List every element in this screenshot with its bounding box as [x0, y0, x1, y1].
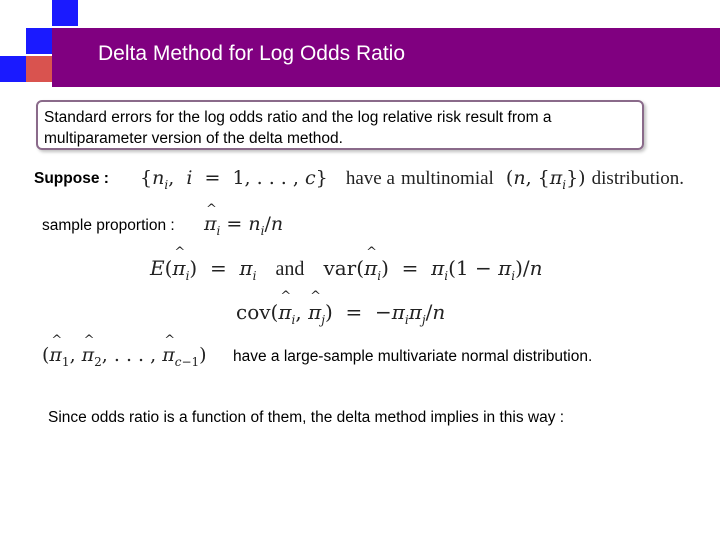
decor-square-blue — [26, 28, 52, 54]
formula-sample-proportion: ^ $\pi_i = n_i/n$ — [204, 213, 283, 238]
mvn-text: have a large-sample multivariate normal distribution. — [233, 348, 593, 365]
formula-word-multinomial: multinomial — [400, 168, 494, 189]
sample-proportion-label: sample proportion : — [42, 217, 175, 234]
and-word: and — [275, 258, 305, 280]
formula-word-have: have a — [345, 168, 395, 189]
formula-multinomial: {$n_i$, i = 1, . . . , c} have a multinomial (n, $\{\pi_i\}$) distribution. — [140, 167, 685, 192]
formula-estimate-vector: (^ $\pi_1$, ^ $\pi_2$, . . . , ^ $\pi_{c-1}$) — [42, 344, 207, 369]
decor-square-red — [26, 56, 52, 82]
formula-expectation-variance: E(^ $\pi_i) = \pi_i$ and var(^ $\pi_i) = \pi_i(1 - \pi_i)/n$ — [150, 256, 543, 283]
suppose-label: Suppose : — [34, 170, 109, 187]
slide-title: Delta Method for Log Odds Ratio — [98, 42, 406, 65]
intro-callout: Standard errors for the log odds ratio and the log relative risk result from a multiparameter version of the delta method. — [36, 100, 644, 150]
decor-square-blue — [0, 56, 26, 82]
formula-covariance: cov(^ $\pi_i$, ^ $\pi_j) = -\pi_i\pi_j/n$ — [236, 300, 445, 327]
conclusion-text: Since odds ratio is a function of them, the delta method implies in this way : — [48, 409, 565, 426]
formula-word-distribution: distribution. — [591, 168, 685, 189]
decor-square-blue — [52, 0, 78, 26]
